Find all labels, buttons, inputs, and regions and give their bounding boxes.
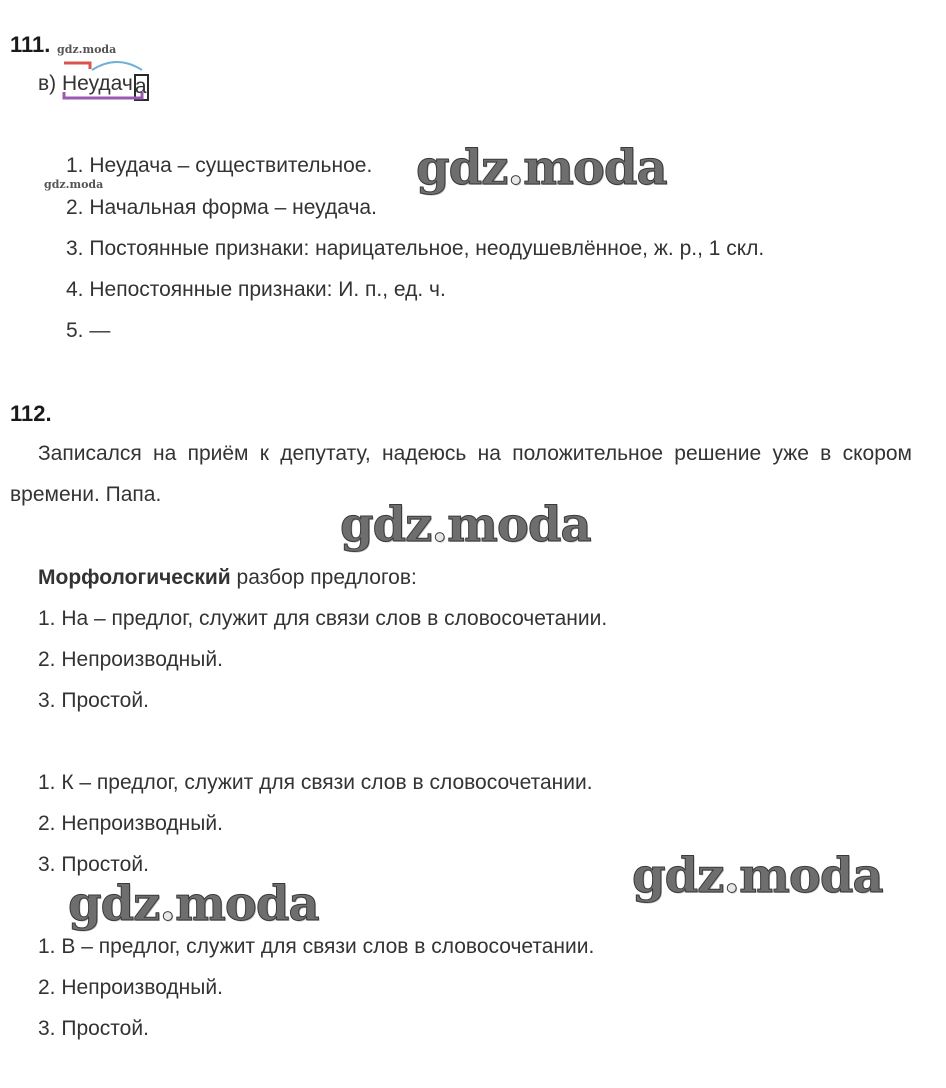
group-2-item-3: 3. Простой. — [38, 853, 149, 876]
morpheme-marks — [62, 58, 162, 104]
variant-label: в) — [38, 72, 57, 95]
watermark-1: gdz.moda — [416, 140, 667, 196]
task-111-item-2: 2. Начальная форма – неудача. — [66, 196, 377, 219]
root-arc — [92, 62, 142, 70]
group-3-item-2: 2. Непроизводный. — [38, 976, 223, 999]
group-1-item-2: 2. Непроизводный. — [38, 648, 223, 671]
word-stem: Неудач — [62, 72, 133, 95]
watermark-2: gdz.moda — [340, 497, 591, 553]
task-111-number: 111. — [10, 32, 51, 57]
group-3-item-1: 1. В – предлог, служит для связи слов в словосочетании. — [38, 935, 595, 958]
word-ending: а — [134, 75, 147, 98]
task-112-text: Записался на приём к депутату, надеюсь на положительное решение уже в скором времени. Папа. — [10, 442, 912, 506]
watermark-4: gdz.moda — [68, 876, 319, 932]
group-3-item-3: 3. Простой. — [38, 1017, 149, 1040]
group-1-item-3: 3. Простой. — [38, 689, 149, 712]
group-1-item-1: 1. На – предлог, служит для связи слов в словосочетании. — [38, 607, 608, 630]
group-2-item-1: 1. К – предлог, служит для связи слов в словосочетании. — [38, 771, 593, 794]
small-watermark-2: gdz.moda — [44, 178, 104, 191]
stem-mark — [64, 92, 142, 98]
analysis-heading — [38, 566, 417, 590]
task-111-item-3: 3. Постоянные признаки: нарицательное, неодушевлённое, ж. р., 1 скл. — [66, 237, 765, 260]
ending-box — [134, 74, 149, 101]
task-111-item-1: 1. Неудача – существительное. — [66, 154, 373, 177]
word-with-morphemes — [62, 72, 149, 101]
task-111-item-5: 5. — — [66, 319, 111, 342]
task-112-number: 112. — [10, 401, 52, 426]
group-2-item-2: 2. Непроизводный. — [38, 812, 223, 835]
heading-rest: разбор предлогов: — [230, 566, 417, 589]
small-watermark: gdz.moda — [57, 43, 117, 56]
watermark-3: gdz.moda — [632, 848, 883, 904]
task-111-item-4: 4. Непостоянные признаки: И. п., ед. ч. — [66, 278, 446, 301]
morpheme-line — [38, 72, 149, 101]
heading-bold: Морфологический — [38, 566, 231, 589]
prefix-mark — [64, 63, 90, 69]
